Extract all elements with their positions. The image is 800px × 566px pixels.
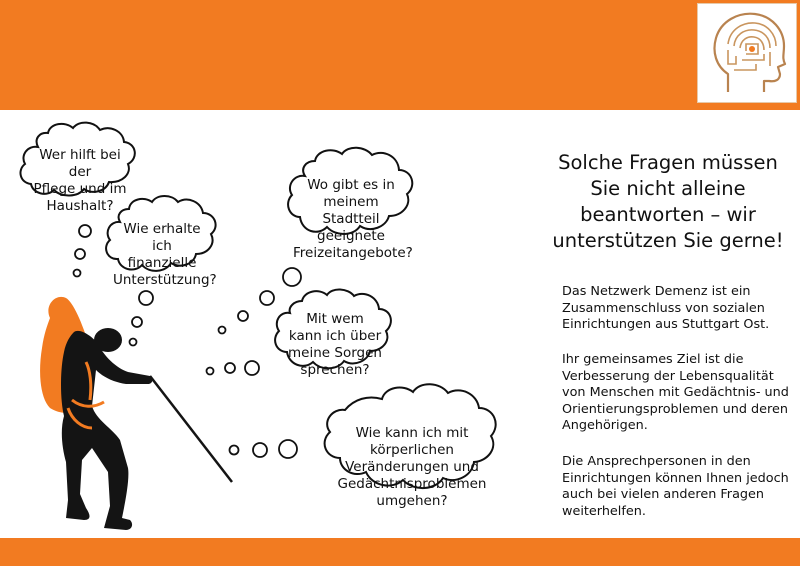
bubble-text-veraenderung: Wie kann ich mit körperlichen Veränderungen und Gedächtnisproblemen umgehen? (337, 425, 487, 509)
head-maze-icon (698, 4, 796, 102)
bubble-text-finanz: Wie erhalte ich finanzielle Unterstützung? (113, 221, 217, 288)
paragraph-netzwerk: Das Netzwerk Demenz ist ein Zusammenschluss von sozialen Einrichtungen aus Stuttgart Ost. (562, 284, 770, 333)
bubble-text-sorgen: Mit wem kann ich über meine Sorgen sprechen? (288, 311, 382, 378)
bubble-text-pflege: Wer hilft bei der Pflege und im Haushalt? (33, 147, 127, 214)
logo (697, 3, 797, 103)
bubble-text-freizeit: Wo gibt es in meinem Stadtteil geeignete Freizeitangebote? (293, 177, 413, 261)
paragraph-ziel: Ihr gemeinsames Ziel ist die Verbesserung der Lebensqualität von Menschen mit Gedächtnis- und Orientierungsproblemen und deren Angehörigen. (562, 352, 789, 434)
headline: Solche Fragen müssen Sie nicht alleine beantworten – wir unterstützen Sie gerne! (552, 151, 784, 252)
paragraph-ansprechpersonen: Die Ansprechpersonen in den Einrichtungen können Ihnen jedoch auch bei vielen anderen Fragen weiterhelfen. (562, 454, 789, 519)
header-band (0, 0, 800, 110)
hiker-silhouette (40, 297, 232, 530)
footer-band (0, 538, 800, 566)
